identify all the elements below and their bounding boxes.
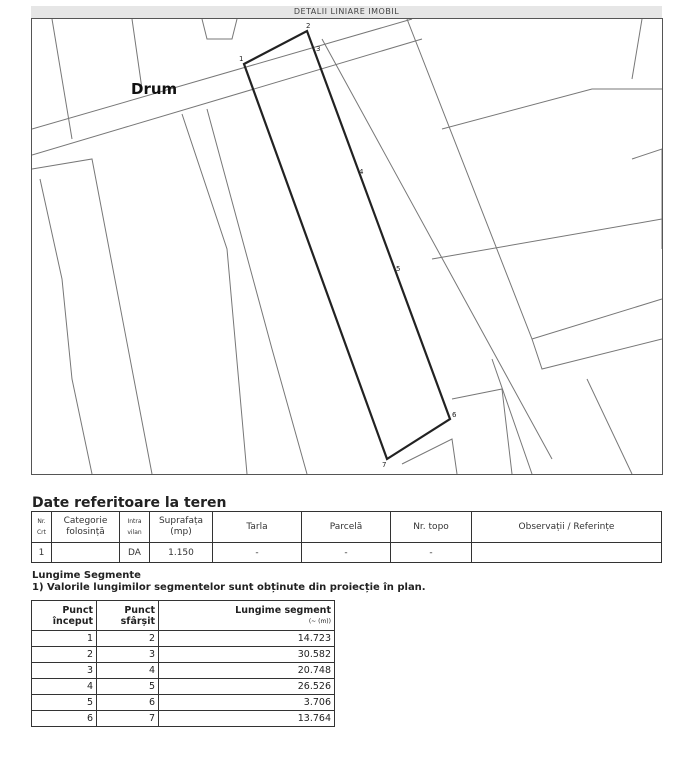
- cell-start: 2: [32, 647, 97, 663]
- land-section-title: Date referitoare la teren: [32, 495, 227, 511]
- map-header: DETALII LINIARE IMOBIL: [31, 6, 662, 18]
- table-row: [32, 631, 335, 647]
- cell-start: 6: [32, 711, 97, 727]
- table-row: [32, 695, 335, 711]
- cell-end: 3: [97, 647, 159, 663]
- vertex-label-3: 3: [316, 45, 321, 53]
- cell-start: 5: [32, 695, 97, 711]
- cell-categorie: [52, 543, 120, 563]
- cell-suprafata: 1.150: [150, 543, 213, 563]
- cell-nr: 1: [32, 543, 52, 563]
- segments-note: 1) Valorile lungimilor segmentelor sunt obținute din proiecție în plan.: [32, 582, 426, 593]
- table-row: [32, 679, 335, 695]
- cell-length: 14.723: [159, 631, 335, 647]
- col-nr-topo: Nr. topo: [391, 512, 472, 543]
- cell-start: 3: [32, 663, 97, 679]
- cell-end: 7: [97, 711, 159, 727]
- cell-intravilan: DA: [120, 543, 150, 563]
- col-suprafata: Suprafața (mp): [150, 512, 213, 543]
- cell-observatii: [472, 543, 662, 563]
- land-table-header: [32, 512, 662, 543]
- segments-table: [31, 600, 335, 727]
- vertex-label-4: 4: [359, 168, 364, 176]
- subject-parcel: [244, 31, 450, 459]
- col-tarla: Tarla: [213, 512, 302, 543]
- cell-start: 1: [32, 631, 97, 647]
- lungime-label: Lungime segment: [235, 604, 331, 616]
- vertex-label-2: 2: [306, 22, 311, 30]
- segments-header: [32, 570, 426, 594]
- cell-end: 5: [97, 679, 159, 695]
- col-parcela: Parcelă: [302, 512, 391, 543]
- cell-nr-topo: -: [391, 543, 472, 563]
- table-row: [32, 663, 335, 679]
- cell-end: 2: [97, 631, 159, 647]
- table-row: [32, 711, 335, 727]
- col-observatii: Observații / Referințe: [472, 512, 662, 543]
- land-table: [31, 511, 662, 563]
- cell-length: 20.748: [159, 663, 335, 679]
- col-punct-inceput: Punct început: [32, 601, 97, 631]
- col-lungime-segment: [159, 601, 335, 631]
- segments-table-header: [32, 601, 335, 631]
- vertex-label-7: 7: [382, 461, 387, 469]
- col-categorie: Categorie folosință: [52, 512, 120, 543]
- unit-label: (~ (m)): [308, 617, 331, 625]
- cell-length: 30.582: [159, 647, 335, 663]
- map-drawing: [32, 19, 662, 474]
- vertex-labels: [239, 22, 457, 469]
- segments-title: Lungime Segmente: [32, 570, 141, 581]
- col-punct-sfarsit: Punct sfârșit: [97, 601, 159, 631]
- parcel-lines: [32, 19, 662, 474]
- cell-parcela: -: [302, 543, 391, 563]
- cell-end: 6: [97, 695, 159, 711]
- table-row: [32, 543, 662, 563]
- cell-end: 4: [97, 663, 159, 679]
- road-label: Drum: [131, 80, 178, 98]
- cell-tarla: -: [213, 543, 302, 563]
- cell-length: 13.764: [159, 711, 335, 727]
- col-nr-crt: Nr. Crt: [32, 512, 52, 543]
- vertex-label-5: 5: [396, 265, 401, 273]
- table-row: [32, 647, 335, 663]
- vertex-label-1: 1: [239, 55, 244, 63]
- vertex-label-6: 6: [452, 411, 457, 419]
- cell-start: 4: [32, 679, 97, 695]
- cadastral-map: [31, 18, 663, 475]
- cell-length: 3.706: [159, 695, 335, 711]
- cell-length: 26.526: [159, 679, 335, 695]
- col-intravilan: Intra vilan: [120, 512, 150, 543]
